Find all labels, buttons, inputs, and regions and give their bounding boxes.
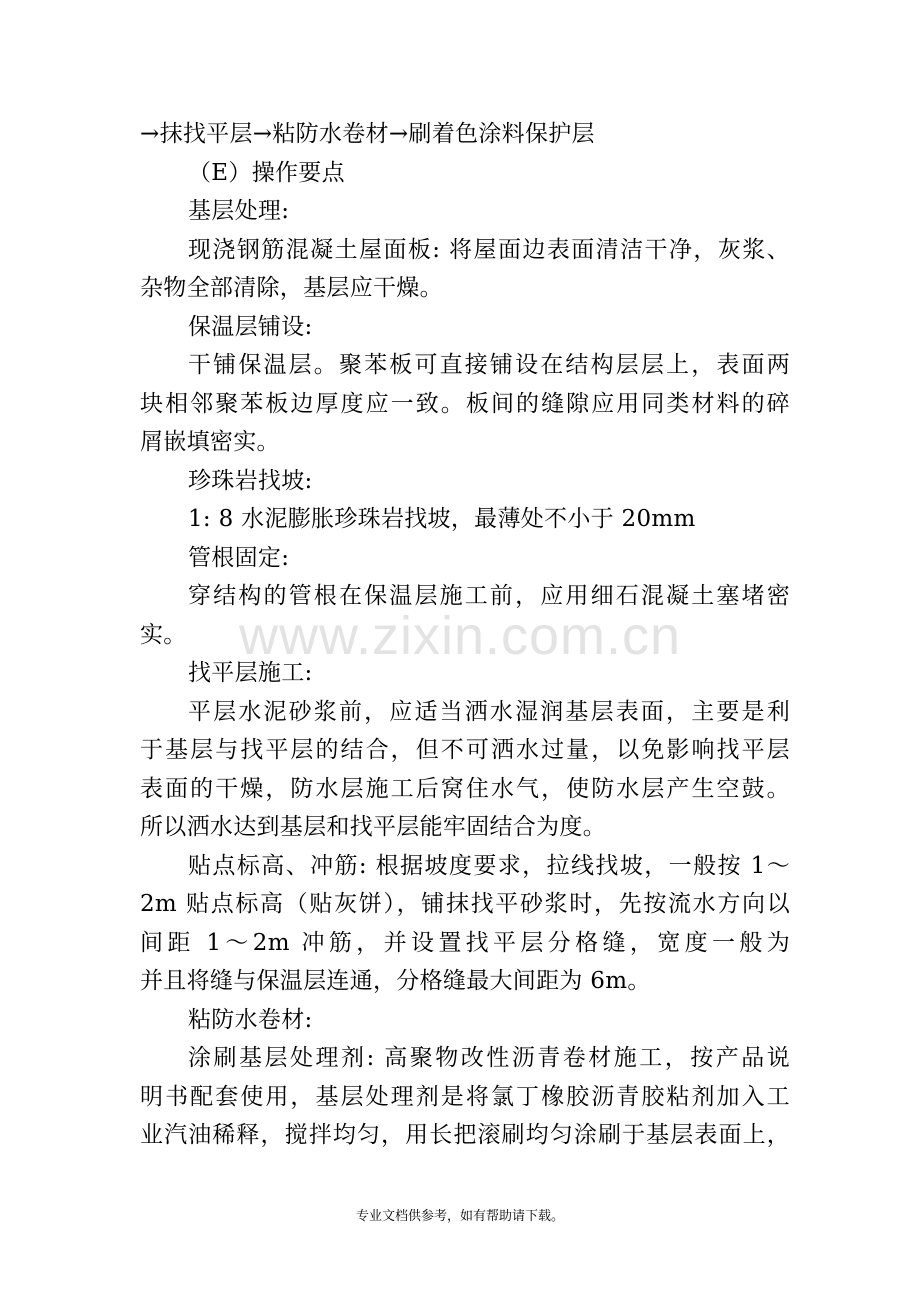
text-line: 贴点标高、冲筋: 根据坡度要求，拉线找坡，一般按 1～ (188, 852, 790, 879)
text-line: 所以洒水达到基层和找平层能牢固结合为度。 (140, 814, 606, 840)
text-line: 于基层与找平层的结合，但不可洒水过量，以免影响找平层 (140, 737, 790, 763)
text-line: 间距 1～2m 冲筋，并设置找平层分格缝，宽度一般为 (140, 929, 790, 956)
text-line: 平层水泥砂浆前，应适当洒水湿润基层表面，主要是利 (188, 698, 790, 725)
text-line: 保温层铺设: (188, 313, 313, 340)
text-line: 基层处理: (188, 198, 290, 224)
text-line: 明书配套使用，基层处理剂是将氯丁橡胶沥青胶粘剂加入工 (140, 1083, 790, 1110)
text-line: 1: 8 水泥膨胀珍珠岩找坡，最薄处不小于 20mm (188, 506, 696, 532)
document-body (140, 115, 790, 1155)
text-line: 表面的干燥，防水层施工后窝住水气，使防水层产生空鼓。 (140, 775, 790, 802)
text-line: （E）操作要点 (188, 159, 345, 186)
text-line: →抹找平层→粘防水卷材→刷着色涂料保护层 (140, 121, 595, 147)
text-line: 找平层施工: (188, 660, 313, 686)
text-line: 珍珠岩找坡: (188, 467, 313, 494)
text-line: 穿结构的管根在保温层施工前，应用细石混凝土塞堵密 (188, 583, 790, 609)
text-line: 2m 贴点标高（贴灰饼），铺抹找平砂浆时，先按流水方向以 (140, 891, 790, 917)
text-line: 涂刷基层处理剂: 高聚物改性沥青卷材施工，按产品说 (188, 1045, 790, 1071)
page-footer: 专业文档供参考，如有帮助请下载。 (355, 1209, 564, 1224)
watermark-text: www.zixin.com.cn (238, 606, 682, 666)
text-line: 屑嵌填密实。 (140, 429, 280, 455)
text-line: 现浇钢筋混凝土屋面板: 将屋面边表面清洁干净，灰浆、 (188, 236, 790, 263)
text-line: 管根固定: (188, 544, 290, 571)
text-line: 粘防水卷材: (188, 1006, 313, 1033)
text-line: 实。 (140, 621, 187, 648)
text-line: 干铺保温层。聚苯板可直接铺设在结构层层上，表面两 (188, 352, 790, 378)
text-line: 杂物全部清除，基层应干燥。 (140, 275, 443, 301)
text-line: 块相邻聚苯板边厚度应一致。板间的缝隙应用同类材料的碎 (140, 390, 790, 417)
text-line: 业汽油稀释，搅拌均匀，用长把滚刷均匀涂刷于基层表面上， (140, 1122, 790, 1148)
text-line: 并且将缝与保温层连通，分格缝最大间距为 6m。 (140, 968, 651, 994)
